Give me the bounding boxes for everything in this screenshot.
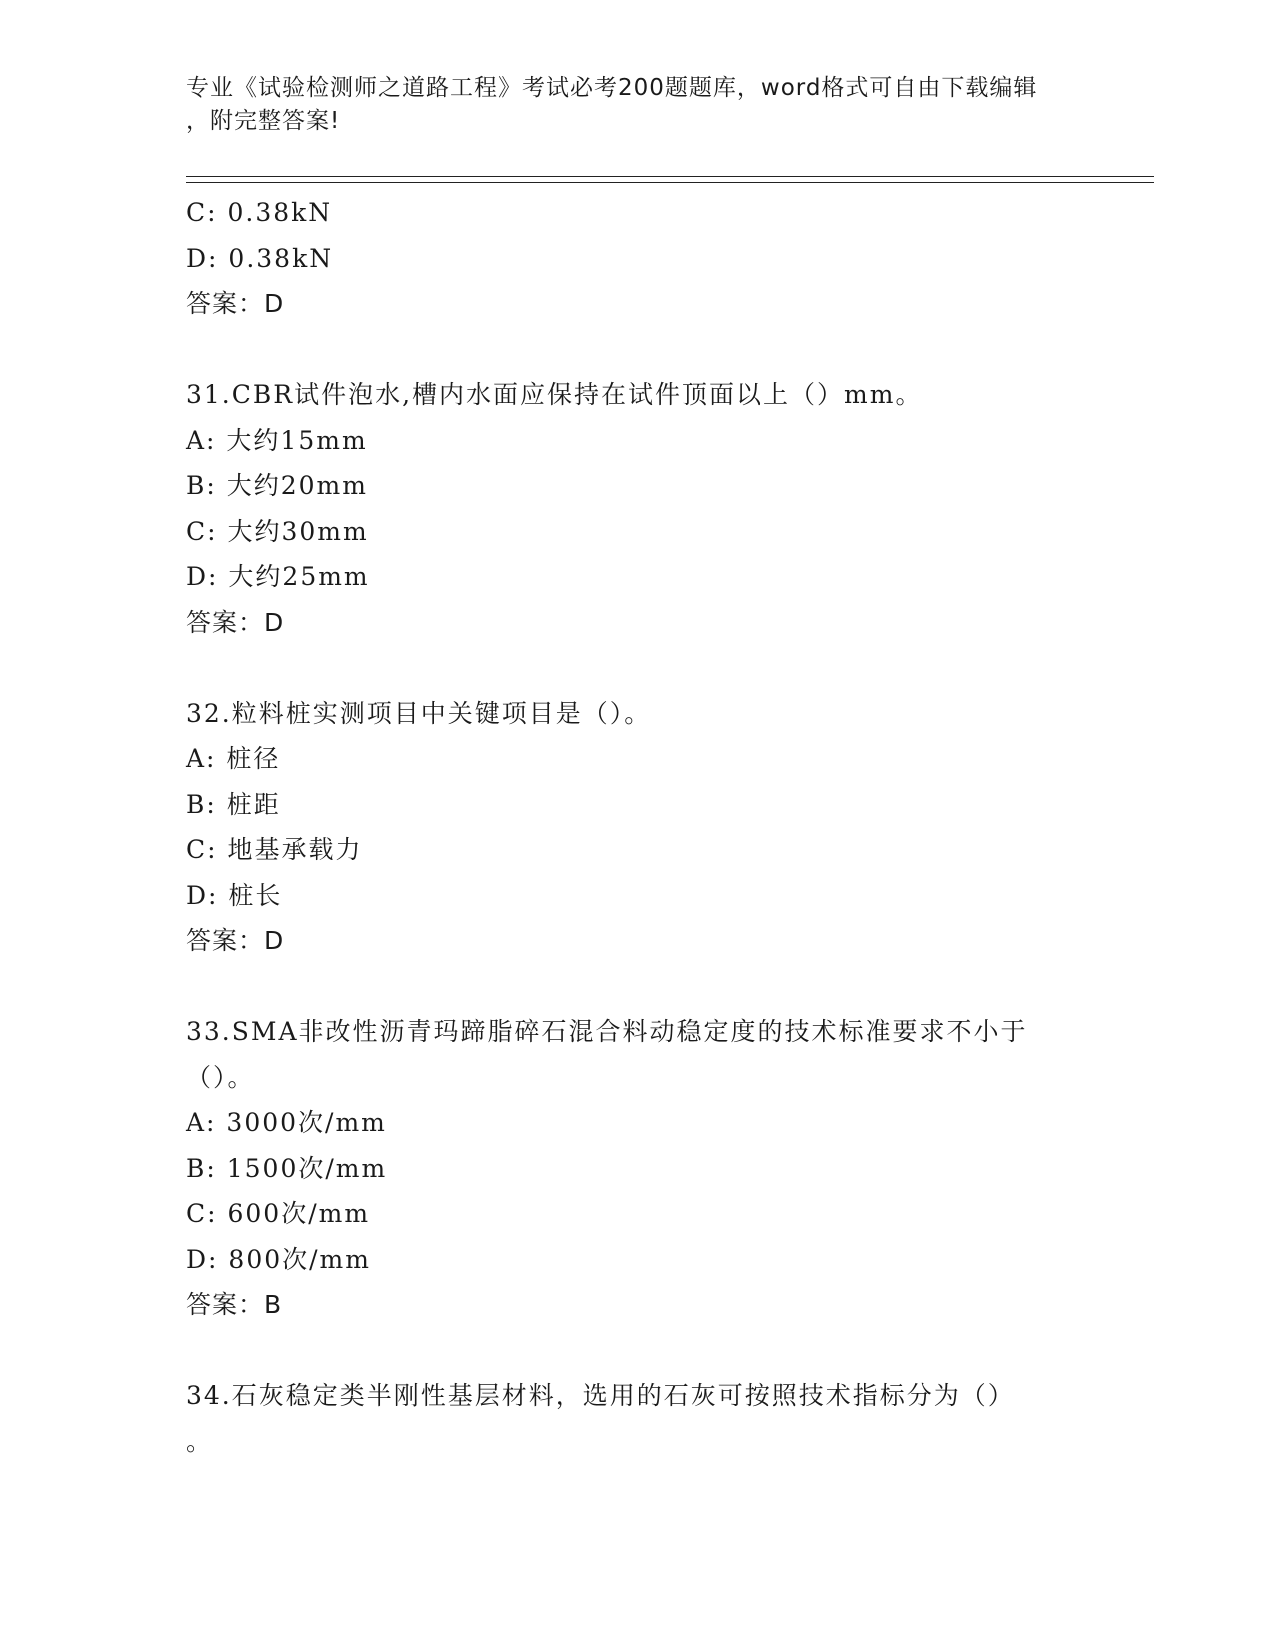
prev-option-c: C: 0.38kN <box>186 198 333 227</box>
question-33-answer: 答案：B <box>186 1290 283 1319</box>
question-31-option-d: D: 大约25mm <box>186 562 370 591</box>
question-32-answer: 答案：D <box>186 926 285 955</box>
question-32-option-b: B: 桩距 <box>186 789 281 819</box>
header-rule-bottom <box>186 182 1154 183</box>
header-title-line1: 专业《试验检测师之道路工程》考试必考200题题库，word格式可自由下载编辑 <box>186 75 1038 101</box>
question-32-option-d: D: 桩长 <box>186 880 283 910</box>
header-title-line2: ，附完整答案! <box>186 108 341 134</box>
question-34-stem-line2: 。 <box>186 1426 214 1456</box>
question-33-option-a: A: 3000次/mm <box>186 1108 387 1137</box>
spacer <box>186 645 1086 691</box>
question-31-stem: 31.CBR试件泡水,槽内水面应保持在试件顶面以上（）mm。 <box>186 380 923 409</box>
spacer <box>186 1328 1086 1374</box>
question-33-option-c: C: 600次/mm <box>186 1199 371 1228</box>
question-34-stem-line1: 34.石灰稳定类半刚性基层材料，选用的石灰可按照技术指标分为（） <box>186 1381 1015 1410</box>
question-32-stem: 32.粒料桩实测项目中关键项目是（）。 <box>186 698 652 728</box>
question-32-option-a: A: 桩径 <box>186 744 281 773</box>
question-33-option-d: D: 800次/mm <box>186 1244 371 1274</box>
document-header <box>186 72 1066 138</box>
question-33-option-b: B: 1500次/mm <box>186 1153 388 1183</box>
prev-answer: 答案：D <box>186 289 285 318</box>
question-content <box>186 190 1086 1464</box>
question-31-option-c: C: 大约30mm <box>186 516 369 546</box>
question-33-stem-line2: （）。 <box>186 1062 255 1092</box>
header-rule-top <box>186 176 1154 177</box>
question-31-answer: 答案：D <box>186 607 285 637</box>
question-32-option-c: C: 地基承载力 <box>186 835 363 864</box>
question-33-stem-line1: 33.SMA非改性沥青玛蹄脂碎石混合料动稳定度的技术标准要求不小于 <box>186 1017 1028 1046</box>
prev-option-d: D: 0.38kN <box>186 243 334 273</box>
spacer <box>186 964 1086 1010</box>
question-31-option-a: A: 大约15mm <box>186 425 368 455</box>
question-31-option-b: B: 大约20mm <box>186 471 368 500</box>
spacer <box>186 327 1086 373</box>
